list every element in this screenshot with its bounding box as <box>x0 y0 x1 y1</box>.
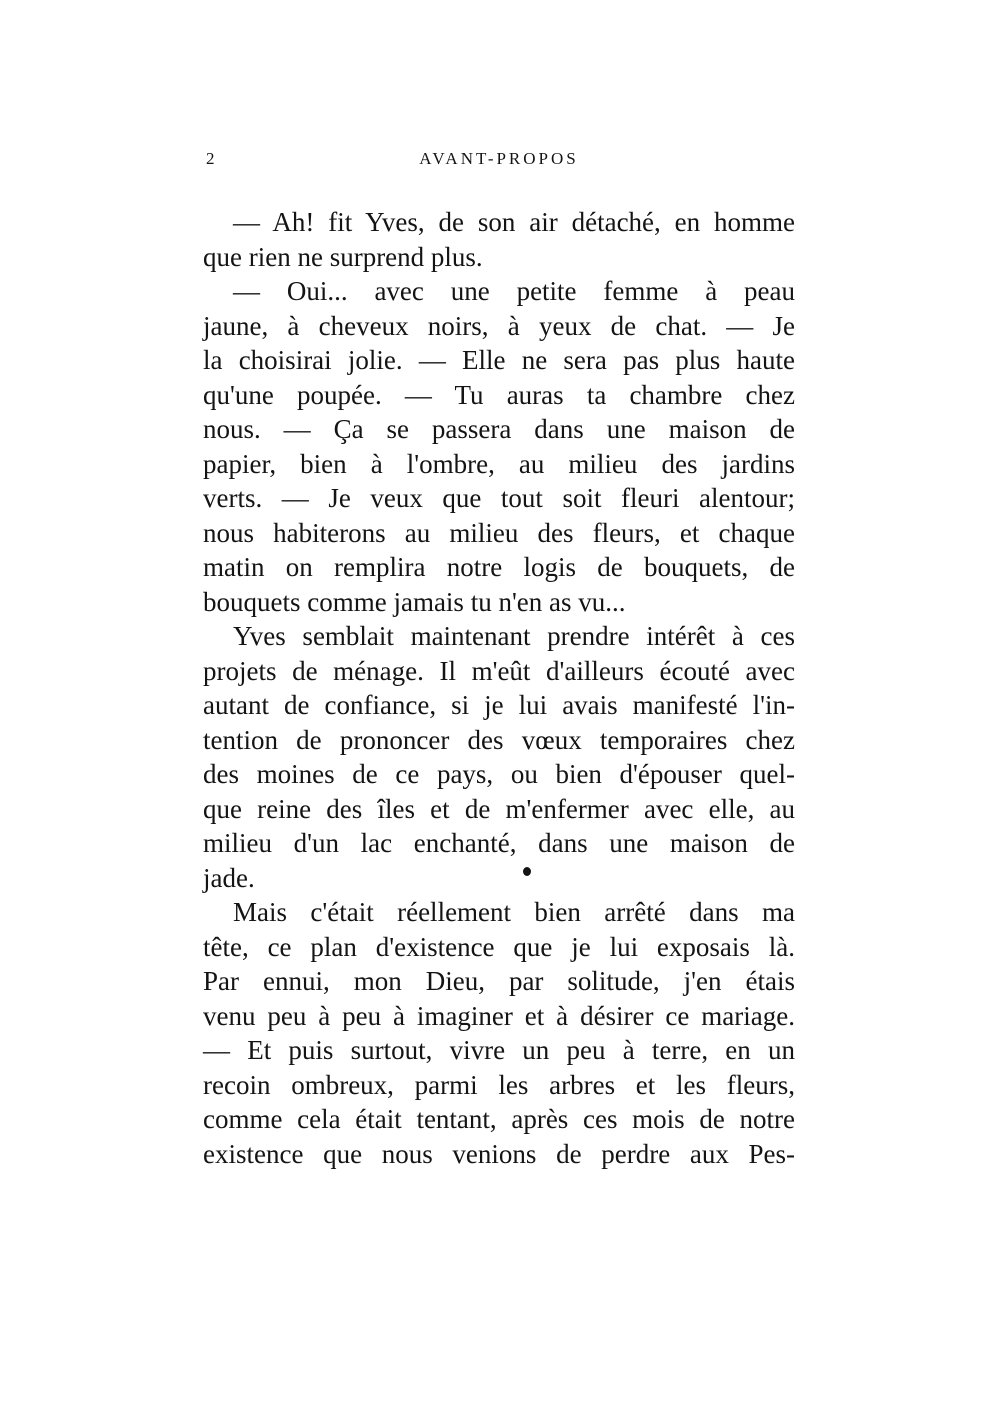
text-line: jade. <box>203 862 255 893</box>
text-line: tête, ce plan d'existence que je lui exposais là. <box>203 931 795 962</box>
text-line: — Et puis surtout, vivre un peu à terre, en un <box>203 1035 795 1065</box>
text-line: — Ah! fit Yves, de son air détaché, en homme <box>233 207 795 237</box>
text-line: Mais c'était réellement bien arrêté dans ma <box>233 897 795 927</box>
text-line: bouquets comme jamais tu n'en as vu... <box>203 586 626 617</box>
text-line: projets de ménage. Il m'eût d'ailleurs écouté avec <box>203 655 795 686</box>
text-line: que reine des îles et de m'enfermer avec elle, au <box>203 793 795 824</box>
text-line: nous. — Ça se passera dans une maison de <box>203 414 795 444</box>
running-head <box>203 146 795 172</box>
text-line: autant de confiance, si je lui avais manifesté l'in- <box>203 690 795 720</box>
text-line: comme cela était tentant, après ces mois de notre <box>203 1104 795 1134</box>
ink-speck <box>523 867 531 876</box>
text-line: verts. — Je veux que tout soit fleuri alentour; <box>203 483 795 513</box>
text-line: Yves semblait maintenant prendre intérêt à ces <box>233 621 795 651</box>
text-line: tention de prononcer des vœux temporaires chez <box>203 724 795 755</box>
text-line: que rien ne surprend plus. <box>203 241 483 272</box>
text-line: matin on remplira notre logis de bouquets, de <box>203 552 795 582</box>
text-line: jaune, à cheveux noirs, à yeux de chat. — Je <box>203 310 795 341</box>
text-line: la choisirai jolie. — Elle ne sera pas plus haute <box>203 345 795 375</box>
text-line: Par ennui, mon Dieu, par solitude, j'en étais <box>203 966 795 996</box>
text-line: recoin ombreux, parmi les arbres et les fleurs, <box>203 1069 795 1100</box>
text-line: des moines de ce pays, ou bien d'épouser quel- <box>203 759 795 789</box>
body-text <box>203 205 795 1171</box>
text-line: qu'une poupée. — Tu auras ta chambre chez <box>203 379 795 410</box>
text-line: nous habiterons au milieu des fleurs, et chaque <box>203 517 795 548</box>
page-number: 2 <box>206 149 215 168</box>
text-line: milieu d'un lac enchanté, dans une maison de <box>203 828 795 858</box>
text-line: venu peu à peu à imaginer et à désirer ce mariage. <box>203 1000 795 1031</box>
running-title: AVANT-PROPOS <box>419 149 579 168</box>
text-line: existence que nous venions de perdre aux Pes- <box>203 1138 795 1169</box>
text-line: papier, bien à l'ombre, au milieu des jardins <box>203 448 795 479</box>
text-line: — Oui... avec une petite femme à peau <box>233 276 795 306</box>
